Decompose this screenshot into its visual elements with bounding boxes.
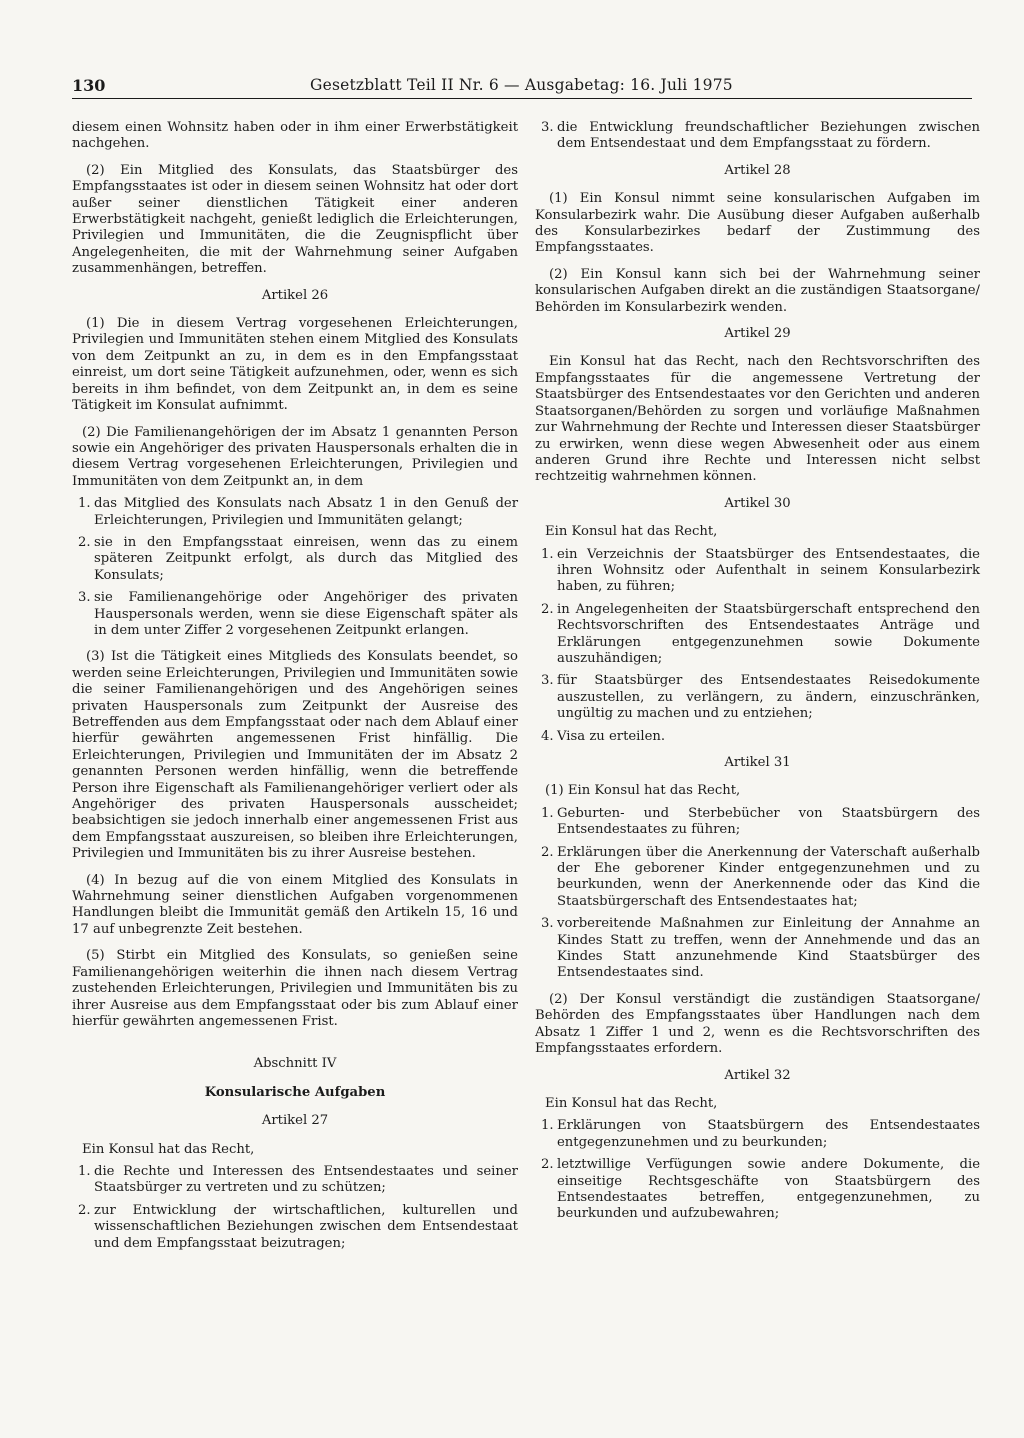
paragraph: (2) Die Familienangehörigen der im Absatz 1 genannten Person sowie ein Angehöriger des privaten Hauspersonals erhalten die in diesem Vertrag vorgesehenen Erleichterungen, Privilegien und Immunitäten von dem Zeitpunkt an, in dem (72, 424, 518, 489)
right-column (535, 120, 980, 1233)
list-item (535, 806, 980, 839)
list-text: vorbereitende Maßnahmen zur Einleitung der Annahme an Kindes Statt zu treffen, wenn der Annehmende und das an Kindes Statt anzunehmende Kind Staatsbürger des Entsendestaates sind. (557, 916, 980, 981)
list-text: Erklärungen über die Anerkennung der Vaterschaft außerhalb der Ehe geborener Kinder entgegenzunehmen und zu beurkunden, wenn der Anerkennende oder das Kind die Staatsbürgerschaft des Entsendestaates hat; (557, 844, 980, 909)
list-intro: Ein Konsul hat das Recht, (545, 1095, 718, 1111)
list-text: zur Entwicklung der wirtschaftlichen, kulturellen und wissenschaftlichen Beziehungen zwischen dem Entsendestaat und dem Empfangsstaat beizutragen; (94, 1202, 518, 1251)
list-text: die Entwicklung freundschaftlicher Beziehungen zwischen dem Entsendestaat und dem Empfangsstaat zu fördern. (557, 120, 980, 152)
list-item (72, 496, 518, 529)
gazette-title: Gesetzblatt Teil II Nr. 6 — Ausgabetag: 16. Juli 1975 (310, 76, 733, 94)
list-number: 2. (78, 1202, 91, 1218)
list-text: für Staatsbürger des Entsendestaates Reisedokumente auszustellen, zu verlängern, zu ändern, einzuschränken, ungültig zu machen und zu entziehen; (557, 673, 980, 722)
numbered-list (535, 1118, 980, 1222)
list-text: das Mitglied des Konsulats nach Absatz 1 in den Genuß der Erleichterungen, Privilegien und Immunitäten gelangt; (94, 496, 518, 528)
article-heading: Artikel 31 (724, 755, 791, 770)
list-number: 2. (541, 601, 554, 617)
list-intro: (1) Ein Konsul hat das Recht, (545, 783, 741, 799)
list-number: 2. (541, 1157, 554, 1173)
section-heading: Abschnitt IV (253, 1056, 337, 1072)
list-item (535, 120, 980, 153)
paragraph: Ein Konsul hat das Recht, nach den Rechtsvorschriften des Empfangsstaates für die angemessene Vertretung der Staatsbürger des Entsendestaates vor den Gerichten und anderen Staatsorganen/Behörden zu sorgen und vorläufige Maßnahmen zur Wahrnehmung der Rechte und Interessen dieser Staatsbürger zu erwirken, wenn diese wegen Abwesenheit oder aus einem anderen Grund ihre Rechte und Interessen nicht selbst rechtzeitig wahrnehmen können. (535, 354, 980, 485)
article-heading: Artikel 27 (261, 1113, 329, 1129)
numbered-list (72, 496, 518, 639)
list-item (72, 590, 518, 639)
list-number: 2. (78, 534, 91, 550)
list-number: 3. (541, 916, 554, 932)
list-item (72, 1164, 518, 1197)
page-header (72, 76, 972, 99)
list-number: 3. (78, 590, 91, 606)
list-text: Erklärungen von Staatsbürgern des Entsendestaates entgegenzunehmen und zu beurkunden; (557, 1118, 980, 1150)
list-number: 1. (78, 1163, 91, 1179)
list-number: 2. (541, 844, 554, 860)
list-item (535, 602, 980, 668)
article-heading: Artikel 26 (261, 287, 329, 303)
article-heading: Artikel 32 (724, 1067, 791, 1083)
article-heading: Artikel 29 (724, 326, 791, 342)
list-item (72, 535, 518, 584)
paragraph: (4) In bezug auf die von einem Mitglied des Konsulats in Wahrnehmung seiner dienstlichen Aufgaben vorgenommenen Handlungen bleibt die Immunität gemäß den Artikeln 15, 16 und 17 auf unbegrenzte Zeit bestehen. (72, 872, 518, 937)
page-number: 130 (72, 76, 106, 95)
paragraph: (5) Stirbt ein Mitglied des Konsulats, so genießen seine Familienangehörigen weiterhin die ihnen nach diesem Vertrag zustehenden Erleichterungen, Privilegien und Immunitäten bis zu ihrer Ausreise aus dem Empfangsstaat oder bis zum Ablauf einer hierfür gewährten angemessenen Frist. (72, 948, 518, 1029)
list-text: Visa zu erteilen. (557, 728, 666, 744)
list-number: 4. (541, 728, 554, 744)
list-item (72, 1203, 518, 1252)
paragraph: (2) Ein Mitglied des Konsulats, das Staatsbürger des Empfangsstaates ist oder in diesem seinen Wohnsitz hat oder dort außer seiner dienstlichen Tätigkeit einer anderen Erwerbstätigkeit nachgeht, genießt lediglich die Erleichterungen, Privilegien und Immunitäten, die die Zeugnispflicht über Angelegenheiten, die mit der Wahrnehmung seiner Aufgaben zusammenhängen, betreffen. (72, 162, 518, 277)
numbered-list (535, 806, 980, 982)
numbered-list (535, 120, 980, 153)
list-intro: Ein Konsul hat das Recht, (82, 1141, 255, 1157)
list-intro: Ein Konsul hat das Recht, (545, 524, 718, 540)
list-item (535, 729, 980, 745)
list-text: die Rechte und Interessen des Entsendestaates und seiner Staatsbürger zu vertreten und zu schützen; (94, 1163, 518, 1196)
list-item (535, 1157, 980, 1223)
article-heading: Artikel 30 (724, 495, 791, 511)
list-text: in Angelegenheiten der Staatsbürgerschaft entsprechend den Rechtsvorschriften des Entsendestaates Anträge und Erklärungen entgegenzunehmen sowie Dokumente auszuhändigen; (557, 601, 980, 666)
left-column (72, 120, 518, 1262)
list-number: 1. (78, 496, 91, 512)
paragraph: diesem einen Wohnsitz haben oder in ihm einer Erwerbstätigkeit nachgehen. (72, 120, 518, 152)
list-number: 3. (541, 673, 554, 689)
list-number: 1. (541, 805, 554, 821)
numbered-list (535, 547, 980, 745)
list-text: ein Verzeichnis der Staatsbürger des Entsendestaates, die ihren Wohnsitz oder Aufenthalt in seinem Konsularbezirk haben, zu führen; (557, 546, 980, 595)
paragraph: (1) Ein Konsul nimmt seine konsularischen Aufgaben im Konsularbezirk wahr. Die Ausübung dieser Aufgaben außerhalb des Konsularbezirkes bedarf der Zustimmung des Empfangsstaates. (535, 191, 980, 256)
paragraph: (2) Ein Konsul kann sich bei der Wahrnehmung seiner konsularischen Aufgaben direkt an die zuständigen Staatsorgane/ Behörden im Konsularbezirk wenden. (535, 266, 980, 315)
list-number: 1. (541, 546, 554, 562)
list-item (535, 916, 980, 982)
paragraph: (2) Der Konsul verständigt die zuständigen Staatsorgane/ Behörden des Empfangsstaates über Handlungen nach dem Absatz 1 Ziffer 1 und 2, wenn es die Rechtsvorschriften des Empfangsstaates erfordern. (535, 991, 980, 1057)
list-text: sie in den Empfangsstaat einreisen, wenn das zu einem späteren Zeitpunkt erfolgt, als durch das Mitglied des Konsulats; (94, 534, 518, 583)
list-text: Geburten- und Sterbebücher von Staatsbürgern des Entsendestaates zu führen; (557, 805, 980, 838)
list-item (535, 845, 980, 911)
list-item (535, 673, 980, 722)
list-text: sie Familienangehörige oder Angehöriger des privaten Hauspersonals werden, wenn sie diese Eigenschaft später als in dem unter Ziffer 2 vorgesehenen Zeitpunkt erlangen. (94, 590, 518, 638)
paragraph: (1) Die in diesem Vertrag vorgesehenen Erleichterungen, Privilegien und Immunitäten stehen einem Mitglied des Konsulats von dem Zeitpunkt an zu, in dem es in den Empfangsstaat einreist, um dort seine Tätigkeit aufzunehmen, oder, wenn es sich bereits in ihm befindet, von dem Zeitpunkt an, in dem es seine Tätigkeit im Konsulat aufnimmt. (72, 316, 518, 414)
list-number: 3. (541, 120, 554, 135)
list-item (535, 547, 980, 596)
article-heading: Artikel 28 (724, 162, 791, 178)
list-text: letztwillige Verfügungen sowie andere Dokumente, die einseitige Rechtsgeschäfte von Staatsbürgern des Entsendestaates betreffen, entgegenzunehmen, zu beurkunden und aufzubewahren; (557, 1157, 980, 1222)
list-number: 1. (541, 1118, 554, 1134)
section-subheading: Konsularische Aufgaben (204, 1084, 386, 1100)
paragraph: (3) Ist die Tätigkeit eines Mitglieds des Konsulats beendet, so werden seine Erleichterungen, Privilegien und Immunitäten sowie die seiner Familienangehörigen und des Angehörigen seines privaten Hauspersonals zum Zeitpunkt der Ausreise des Betreffenden aus dem Empfangsstaat oder nach dem Ablauf einer hierfür gewährten angemessenen Frist hinfällig. Die Erleichterungen, Privilegien und Immunitäten der im Absatz 2 genannten Personen werden hinfällig, wenn die betreffende Person ihre Eigenschaft als Familienangehöriger verliert oder als Angehöriger des privaten Hauspersonals ausscheidet; beabsichtigen sie jedoch innerhalb einer angemessenen Frist aus dem Empfangsstaat auszureisen, so bleiben ihre Erleichterungen, Privilegien und Immunitäten bis zu ihrer Ausreise bestehen. (72, 649, 518, 862)
numbered-list (72, 1164, 518, 1252)
list-item (535, 1118, 980, 1151)
